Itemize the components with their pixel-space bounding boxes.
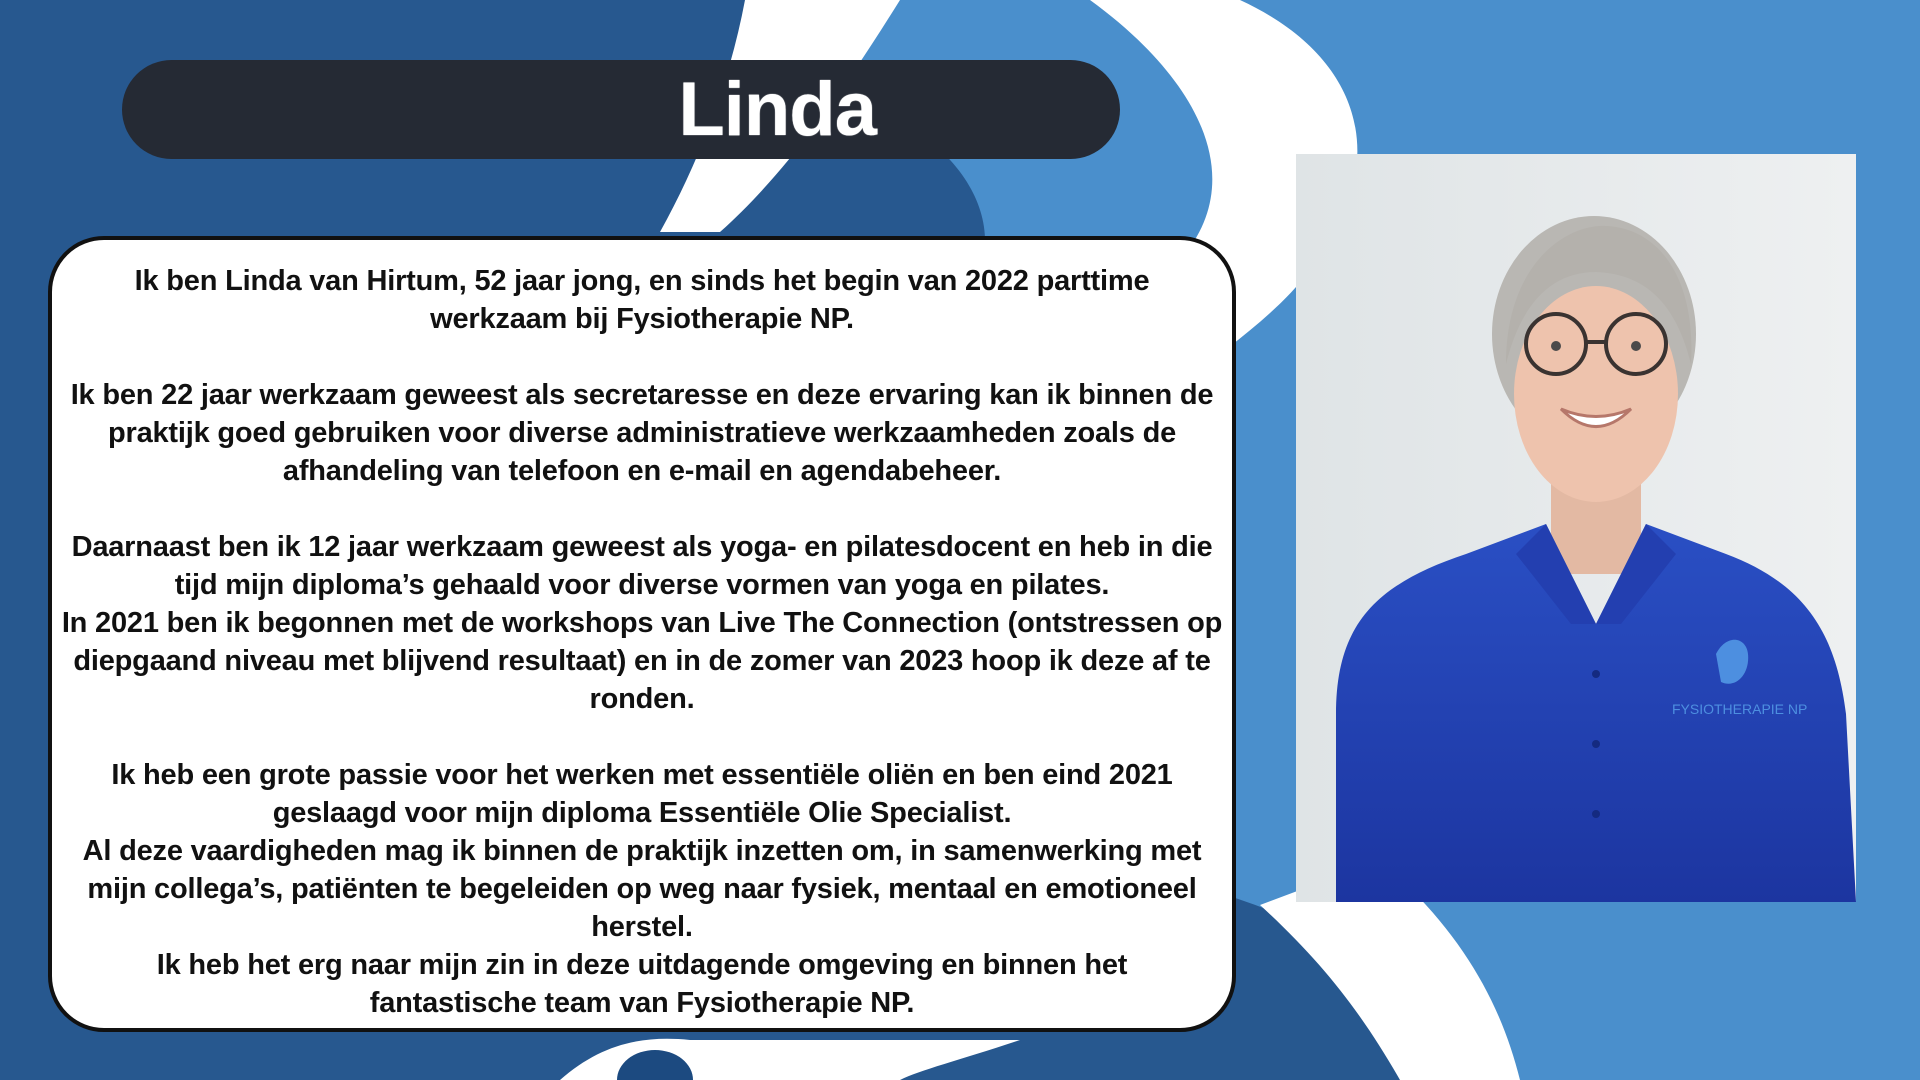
- paragraph-spacer: [52, 338, 1232, 376]
- page-title: Linda: [678, 67, 876, 152]
- bio-paragraph-4: In 2021 ben ik begonnen met de workshops van Live The Connection (ontstressen op diepgaand niveau met blijvend resultaat) en in de zomer van 2023 hoop ik deze af te ronden.: [61, 607, 1223, 715]
- bio-paragraph-3: Daarnaast ben ik 12 jaar werkzaam geweest als yoga- en pilatesdocent en heb in die tijd mijn diploma’s gehaald voor diverse vormen van yoga en pilates.: [71, 531, 1213, 601]
- bio-paragraph-2: Ik ben 22 jaar werkzaam geweest als secretaresse en deze ervaring kan ik binnen de praktijk goed gebruiken voor diverse administratieve werkzaamheden zoals de afhandeling van telefoon en e-mail en agendabeheer.: [70, 379, 1214, 487]
- bio-paragraph-5: Ik heb een grote passie voor het werken met essentiële oliën en ben eind 2021 geslaagd voor mijn diploma Essentiële Olie Specialist.: [111, 759, 1173, 829]
- paragraph-spacer: [52, 490, 1232, 528]
- title-banner: [122, 60, 1120, 159]
- paragraph-spacer: [52, 718, 1232, 756]
- bio-paragraph-6: Al deze vaardigheden mag ik binnen de praktijk inzetten om, in samenwerking met mijn collega’s, patiënten te begeleiden op weg naar fysiek, mentaal en emotioneel herstel.: [82, 835, 1202, 943]
- bio-card: [48, 236, 1236, 1032]
- shirt-logo-text: FYSIOTHERAPIE NP: [1672, 701, 1808, 717]
- portrait-photo: [1296, 154, 1856, 902]
- bio-paragraph-1: Ik ben Linda van Hirtum, 52 jaar jong, en sinds het begin van 2022 parttime werkzaam bij Fysiotherapie NP.: [134, 265, 1150, 335]
- bio-paragraph-7: Ik heb het erg naar mijn zin in deze uitdagende omgeving en binnen het fantastische team van Fysiotherapie NP.: [156, 949, 1128, 1019]
